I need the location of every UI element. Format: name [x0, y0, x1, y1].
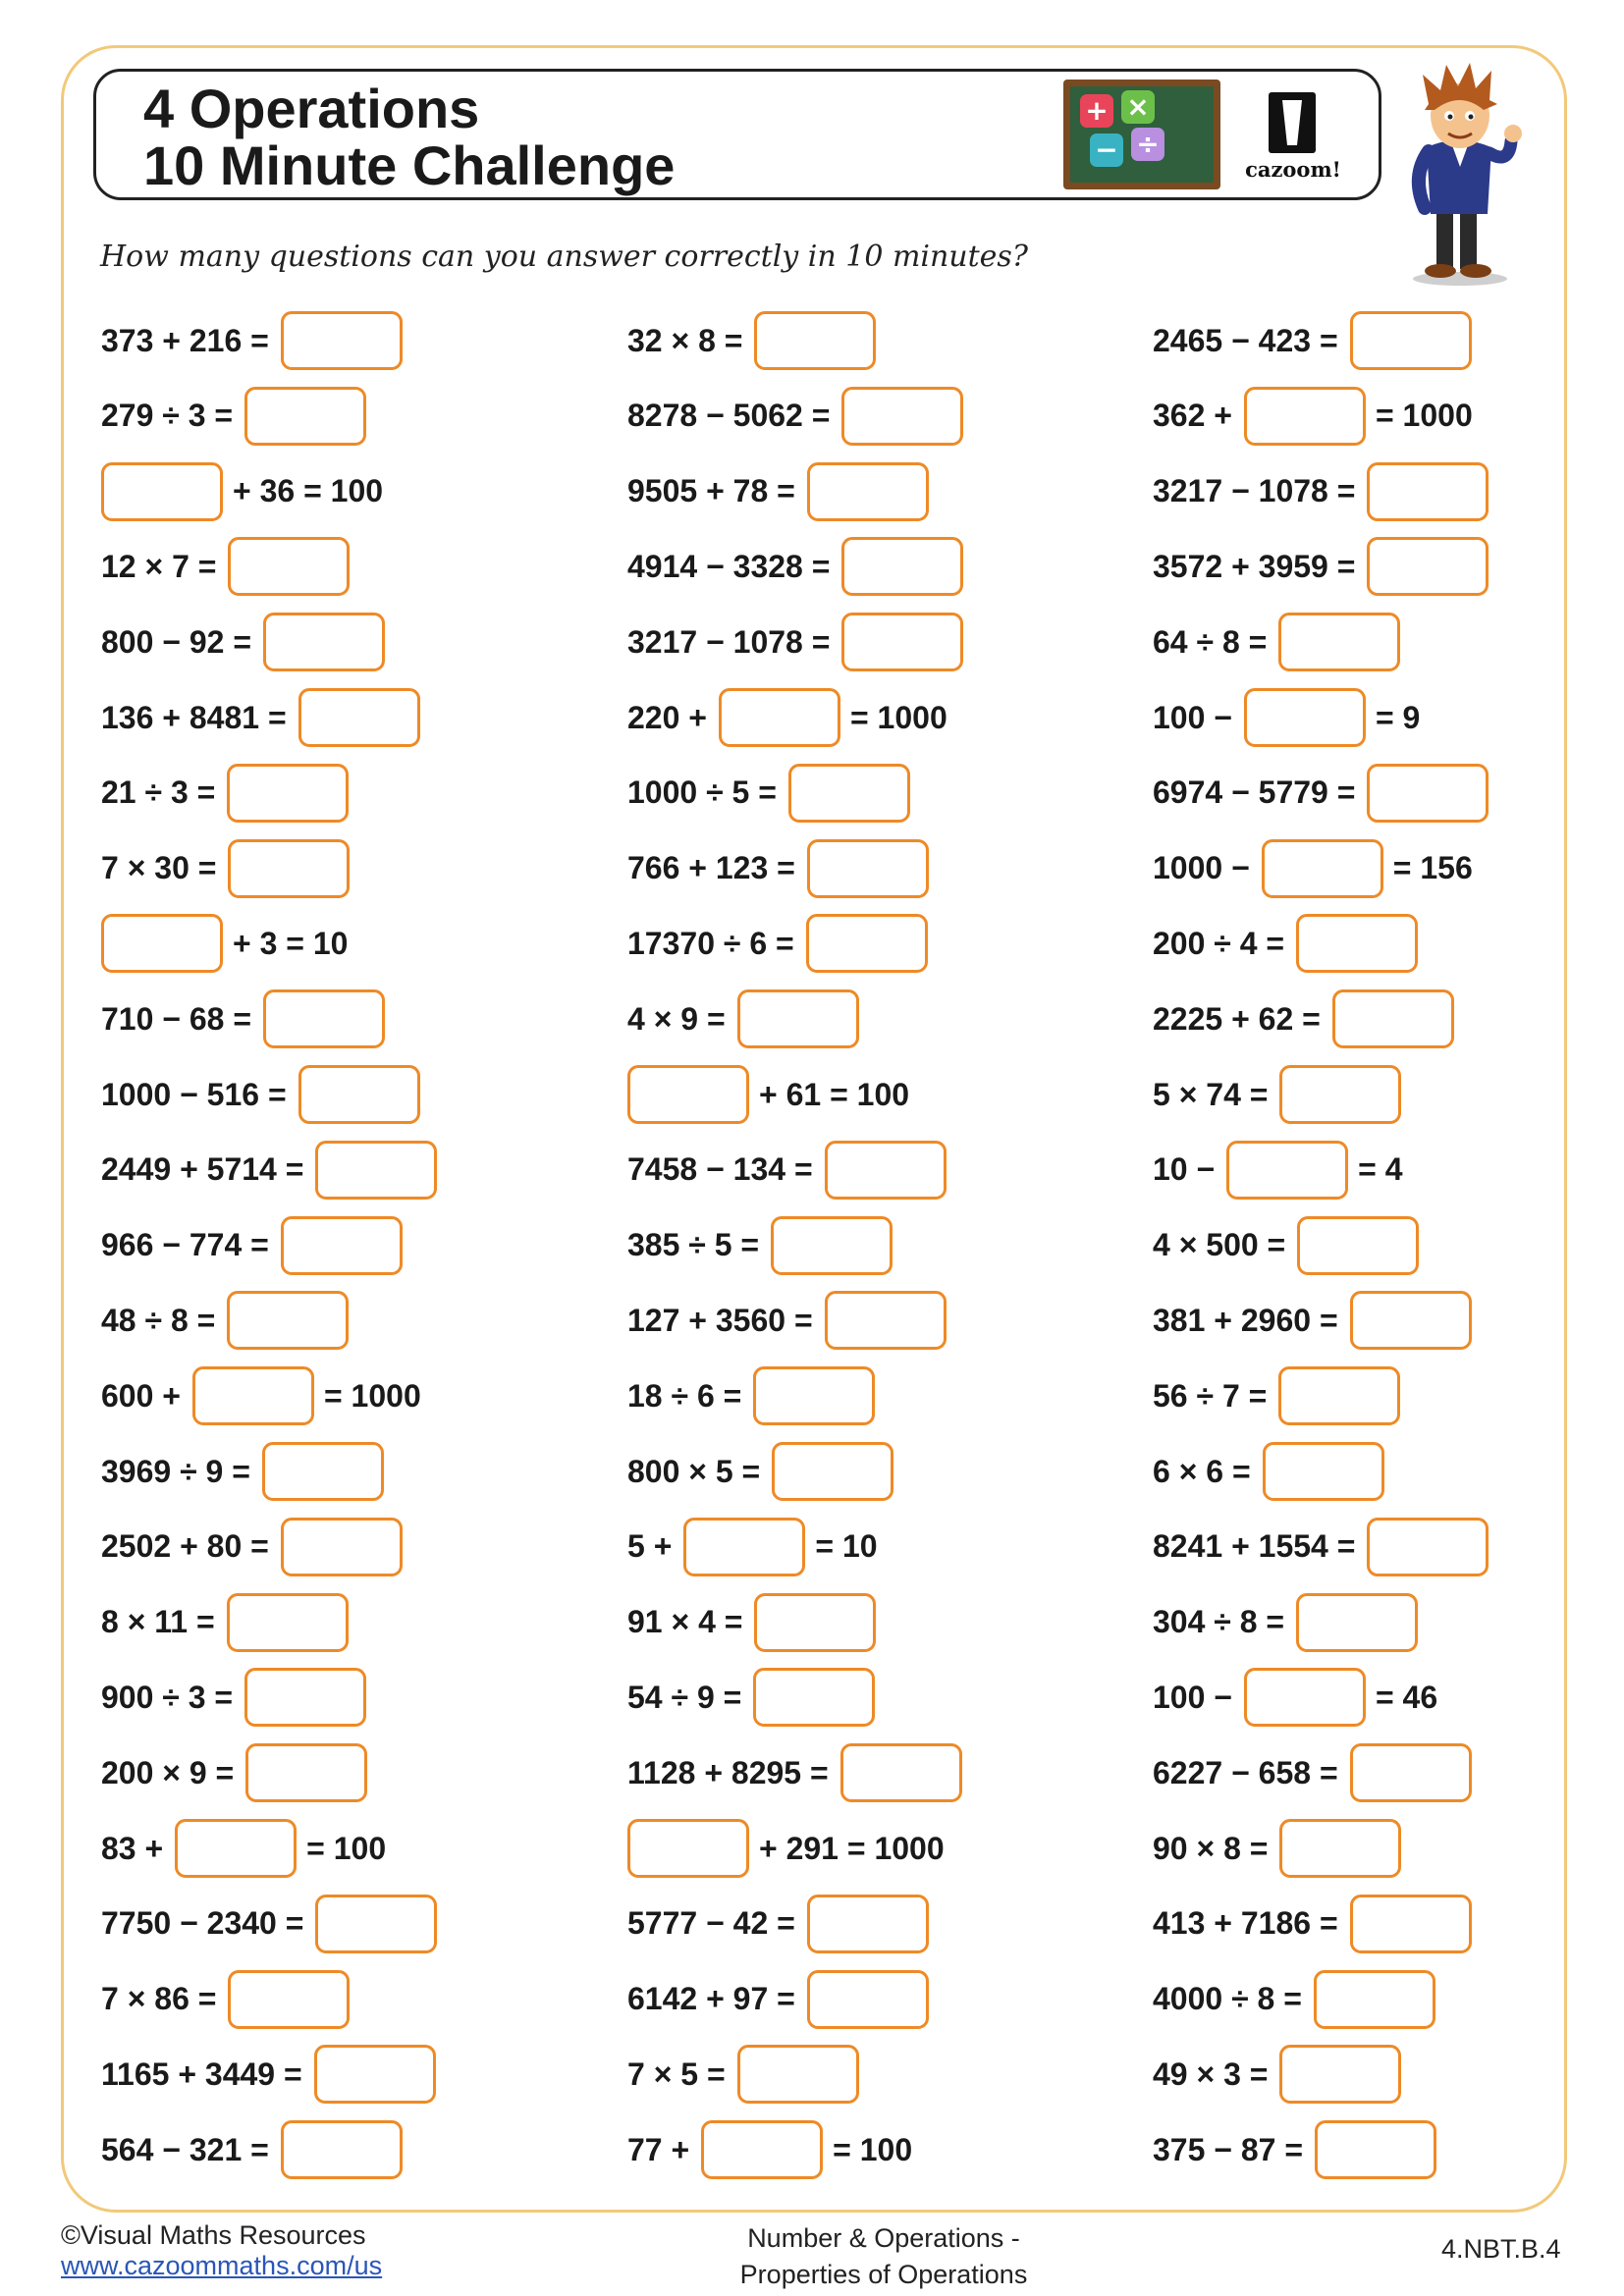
question-row [101, 537, 350, 596]
question-text-before: 17370 ÷ 6 = [627, 925, 794, 961]
question-text-before: 6974 − 5779 = [1153, 774, 1356, 811]
answer-box[interactable] [298, 1065, 420, 1124]
question-row [1153, 1141, 1403, 1200]
question-row [627, 1065, 909, 1124]
answer-box[interactable] [228, 839, 350, 898]
question-text-before: 2449 + 5714 = [101, 1151, 304, 1188]
question-text-before: 4914 − 3328 = [627, 548, 831, 584]
question-text-before: 127 + 3560 = [627, 1302, 813, 1338]
standard-code: 4.NBT.B.4 [1441, 2234, 1561, 2264]
answer-box[interactable] [1279, 1819, 1401, 1878]
question-text-after: + 61 = 100 [759, 1076, 910, 1112]
answer-box[interactable] [1278, 613, 1400, 671]
question-text-before: 91 × 4 = [627, 1604, 743, 1640]
question-text-before: 3217 − 1078 = [627, 623, 831, 660]
answer-box[interactable] [772, 1442, 893, 1501]
logo-text: cazoom! [1245, 157, 1341, 182]
answer-box[interactable] [281, 1216, 403, 1275]
question-text-before: 21 ÷ 3 = [101, 774, 216, 811]
answer-box[interactable] [754, 1593, 876, 1652]
instructions: How many questions can you answer correctly in 10 minutes? [100, 240, 1028, 274]
question-text-before: 9505 + 78 = [627, 473, 795, 509]
answer-box[interactable] [1315, 2120, 1436, 2179]
answer-box[interactable] [1296, 1593, 1418, 1652]
question-row [1153, 311, 1472, 370]
question-row [1153, 613, 1400, 671]
question-text-after: = 100 [833, 2131, 913, 2167]
question-row [1153, 1593, 1418, 1652]
question-text-before: 381 + 2960 = [1153, 1302, 1338, 1338]
footer-topic [638, 2220, 1129, 2293]
answer-box[interactable] [807, 462, 929, 521]
question-text-before: 6 × 6 = [1153, 1453, 1251, 1489]
question-row [1153, 1216, 1419, 1275]
question-text-before: 900 ÷ 3 = [101, 1679, 234, 1715]
question-row [101, 1442, 384, 1501]
question-text-before: 56 ÷ 7 = [1153, 1377, 1268, 1414]
answer-box[interactable] [1367, 1518, 1489, 1576]
question-text-before: 5 + [627, 1528, 673, 1565]
answer-box[interactable] [1279, 1065, 1401, 1124]
question-row [627, 1216, 893, 1275]
footer-left [61, 2220, 382, 2281]
question-row [1153, 688, 1420, 747]
question-text-before: 200 ÷ 4 = [1153, 925, 1285, 961]
minus-icon: − [1090, 133, 1123, 167]
copyright-text: ©Visual Maths Resources [61, 2220, 366, 2250]
answer-box[interactable] [245, 1743, 367, 1802]
question-text-before: 5 × 74 = [1153, 1076, 1269, 1112]
question-text-after: = 1000 [849, 699, 947, 735]
question-text-before: 2225 + 62 = [1153, 1000, 1321, 1037]
times-icon: × [1121, 90, 1155, 124]
question-text-before: 600 + [101, 1377, 181, 1414]
answer-box[interactable] [227, 764, 349, 823]
question-text-after: + 3 = 10 [233, 925, 349, 961]
answer-box[interactable] [1350, 311, 1472, 370]
question-text-after: = 100 [306, 1830, 387, 1866]
question-text-before: 7 × 30 = [101, 850, 217, 886]
answer-box[interactable] [227, 1593, 349, 1652]
answer-box[interactable] [263, 613, 385, 671]
question-row [101, 1065, 420, 1124]
question-row [101, 1141, 437, 1200]
question-row [627, 2045, 859, 2104]
question-row [1153, 989, 1454, 1048]
question-row [1153, 839, 1473, 898]
answer-box[interactable] [315, 1895, 437, 1953]
answer-box[interactable] [192, 1366, 314, 1425]
question-row [1153, 1291, 1472, 1350]
question-row [101, 1518, 403, 1576]
question-text-before: 966 − 774 = [101, 1227, 269, 1263]
question-text-before: 200 × 9 = [101, 1754, 235, 1790]
question-row [101, 462, 383, 521]
answer-box[interactable] [1350, 1743, 1472, 1802]
question-text-before: 7458 − 134 = [627, 1151, 813, 1188]
question-text-before: 413 + 7186 = [1153, 1905, 1338, 1942]
question-text-after: = 1000 [323, 1377, 421, 1414]
question-text-before: 373 + 216 = [101, 322, 269, 358]
question-text-before: 8278 − 5062 = [627, 398, 831, 434]
question-row [101, 1366, 421, 1425]
answer-box[interactable] [754, 311, 876, 370]
answer-box[interactable] [1297, 1216, 1419, 1275]
question-text-before: 64 ÷ 8 = [1153, 623, 1268, 660]
plus-icon: + [1080, 94, 1113, 128]
question-row [101, 387, 366, 446]
question-text-before: 12 × 7 = [101, 548, 217, 584]
question-text-before: 800 − 92 = [101, 623, 252, 660]
question-text-before: 136 + 8481 = [101, 699, 287, 735]
answer-box[interactable] [1367, 764, 1489, 823]
question-text-before: 77 + [627, 2131, 690, 2167]
question-text-before: 49 × 3 = [1153, 2056, 1269, 2092]
question-row [627, 914, 928, 973]
question-text-before: 800 × 5 = [627, 1453, 761, 1489]
divide-icon: ÷ [1131, 128, 1164, 161]
answer-box[interactable] [1244, 688, 1366, 747]
question-row [1153, 914, 1418, 973]
answer-box[interactable] [627, 1819, 749, 1878]
question-row [627, 688, 947, 747]
answer-box[interactable] [244, 387, 366, 446]
answer-box[interactable] [1263, 1442, 1384, 1501]
question-text-before: 2502 + 80 = [101, 1528, 269, 1565]
question-text-after: + 36 = 100 [233, 473, 384, 509]
question-text-before: 4 × 9 = [627, 1000, 726, 1037]
question-text-after: = 156 [1392, 850, 1473, 886]
question-text-after: = 1000 [1375, 398, 1473, 434]
website-link[interactable]: www.cazoommaths.com/us [61, 2251, 383, 2280]
question-row [627, 537, 963, 596]
answer-box[interactable] [825, 1291, 947, 1350]
answer-box[interactable] [1226, 1141, 1348, 1200]
question-row [101, 839, 350, 898]
question-text-before: 3217 − 1078 = [1153, 473, 1356, 509]
topic-line-2: Properties of Operations [739, 2260, 1028, 2289]
answer-box[interactable] [627, 1065, 749, 1124]
mascot-boy-illustration [1389, 61, 1527, 287]
question-row [627, 387, 963, 446]
question-text-before: 83 + [101, 1830, 164, 1866]
cazoom-logo [1239, 86, 1347, 188]
question-text-before: 1165 + 3449 = [101, 2056, 302, 2092]
title-line-1: 4 Operations [143, 78, 480, 139]
question-text-before: 385 ÷ 5 = [627, 1227, 760, 1263]
question-row [627, 1668, 875, 1727]
question-row [101, 1970, 350, 2029]
question-text-before: 18 ÷ 6 = [627, 1377, 742, 1414]
answer-box[interactable] [1244, 1668, 1366, 1727]
answer-box[interactable] [262, 1442, 384, 1501]
question-text-after: = 9 [1375, 699, 1421, 735]
question-row [1153, 1065, 1401, 1124]
question-text-before: 304 ÷ 8 = [1153, 1604, 1285, 1640]
question-row [101, 1895, 437, 1953]
question-row [101, 914, 348, 973]
question-text-before: 54 ÷ 9 = [627, 1679, 742, 1715]
answer-box[interactable] [298, 688, 420, 747]
question-text-before: 1000 − [1153, 850, 1250, 886]
question-row [627, 613, 963, 671]
question-row [1153, 1442, 1384, 1501]
question-row [627, 1819, 945, 1878]
question-text-before: 32 × 8 = [627, 322, 743, 358]
question-row [627, 311, 876, 370]
question-row [627, 1141, 947, 1200]
question-text-before: 8 × 11 = [101, 1604, 215, 1640]
answer-box[interactable] [1367, 462, 1489, 521]
question-text-after: + 291 = 1000 [759, 1830, 945, 1866]
answer-box[interactable] [1278, 1366, 1400, 1425]
answer-box[interactable] [771, 1216, 893, 1275]
question-text-before: 6142 + 97 = [627, 1981, 795, 2017]
question-text-before: 10 − [1153, 1151, 1216, 1188]
answer-box[interactable] [807, 839, 929, 898]
question-text-before: 3572 + 3959 = [1153, 548, 1356, 584]
question-row [627, 1895, 929, 1953]
answer-box[interactable] [1350, 1895, 1472, 1953]
answer-box[interactable] [227, 1291, 349, 1350]
title-line-2: 10 Minute Challenge [143, 134, 676, 196]
question-row [101, 2045, 436, 2104]
logo-glass-icon [1269, 92, 1316, 153]
answer-box[interactable] [1262, 839, 1383, 898]
answer-box[interactable] [753, 1668, 875, 1727]
question-row [627, 1970, 929, 2029]
answer-box[interactable] [841, 613, 963, 671]
answer-box[interactable] [101, 462, 223, 521]
answer-box[interactable] [825, 1141, 947, 1200]
question-row [1153, 462, 1489, 521]
question-row [1153, 2045, 1401, 2104]
question-row [1153, 537, 1489, 596]
question-row [101, 1216, 403, 1275]
answer-box[interactable] [1367, 537, 1489, 596]
question-text-before: 90 × 8 = [1153, 1830, 1269, 1866]
question-text-before: 100 − [1153, 1679, 1232, 1715]
answer-box[interactable] [807, 1895, 929, 1953]
question-text-before: 710 − 68 = [101, 1000, 252, 1037]
answer-box[interactable] [1350, 1291, 1472, 1350]
question-row [101, 989, 385, 1048]
question-row [101, 1593, 349, 1652]
answer-box[interactable] [228, 537, 350, 596]
question-row [1153, 1895, 1472, 1953]
question-text-after: = 46 [1375, 1679, 1438, 1715]
question-text-before: 7 × 5 = [627, 2056, 726, 2092]
question-row [1153, 1743, 1472, 1802]
answer-box[interactable] [1332, 989, 1454, 1048]
question-text-after: = 4 [1358, 1151, 1403, 1188]
blackboard-icon [1063, 80, 1220, 189]
question-text-before: 2465 − 423 = [1153, 322, 1338, 358]
question-row [627, 1743, 962, 1802]
question-row [101, 1819, 386, 1878]
page-frame [61, 45, 1567, 2213]
question-text-before: 48 ÷ 8 = [101, 1302, 216, 1338]
question-text-before: 766 + 123 = [627, 850, 795, 886]
question-row [101, 1668, 366, 1727]
answer-box[interactable] [175, 1819, 297, 1878]
answer-box[interactable] [701, 2120, 823, 2179]
question-text-before: 7 × 86 = [101, 1981, 217, 2017]
question-row [627, 839, 929, 898]
question-row [1153, 1366, 1400, 1425]
question-text-before: 4000 ÷ 8 = [1153, 1981, 1302, 2017]
blackboard-surface [1070, 86, 1214, 183]
answer-box[interactable] [683, 1518, 805, 1576]
question-text-before: 1000 ÷ 5 = [627, 774, 777, 811]
answer-box[interactable] [1279, 2045, 1401, 2104]
answer-box[interactable] [719, 688, 840, 747]
question-row [101, 764, 349, 823]
answer-box[interactable] [281, 2120, 403, 2179]
answer-box[interactable] [1244, 387, 1366, 446]
answer-box[interactable] [228, 1970, 350, 2029]
question-row [101, 2120, 403, 2179]
question-text-before: 8241 + 1554 = [1153, 1528, 1356, 1565]
question-text-before: 100 − [1153, 699, 1232, 735]
question-row [1153, 1668, 1437, 1727]
question-text-before: 564 − 321 = [101, 2131, 269, 2167]
answer-box[interactable] [737, 989, 859, 1048]
question-row [1153, 1819, 1401, 1878]
question-text-before: 375 − 87 = [1153, 2131, 1304, 2167]
question-text-before: 1128 + 8295 = [627, 1754, 829, 1790]
question-row [627, 1518, 878, 1576]
answer-box[interactable] [1296, 914, 1418, 973]
question-row [1153, 387, 1473, 446]
answer-box[interactable] [281, 1518, 403, 1576]
topic-line-1: Number & Operations - [747, 2223, 1020, 2253]
answer-box[interactable] [1314, 1970, 1435, 2029]
question-text-before: 4 × 500 = [1153, 1227, 1286, 1263]
answer-box[interactable] [788, 764, 910, 823]
question-row [627, 989, 859, 1048]
question-row [627, 462, 929, 521]
question-row [101, 1743, 367, 1802]
question-text-before: 362 + [1153, 398, 1232, 434]
question-row [627, 1442, 893, 1501]
answer-box[interactable] [315, 1141, 437, 1200]
question-row [1153, 1518, 1489, 1576]
question-text-before: 279 ÷ 3 = [101, 398, 234, 434]
question-text-before: 1000 − 516 = [101, 1076, 287, 1112]
question-row [627, 2120, 912, 2179]
question-row [627, 764, 910, 823]
answer-box[interactable] [281, 311, 403, 370]
answer-box[interactable] [737, 2045, 859, 2104]
question-row [627, 1291, 947, 1350]
question-text-before: 7750 − 2340 = [101, 1905, 304, 1942]
answer-box[interactable] [314, 2045, 436, 2104]
question-text-after: = 10 [815, 1528, 878, 1565]
answer-box[interactable] [841, 537, 963, 596]
answer-box[interactable] [807, 1970, 929, 2029]
question-row [101, 613, 385, 671]
answer-box[interactable] [101, 914, 223, 973]
question-row [101, 1291, 349, 1350]
question-text-before: 3969 ÷ 9 = [101, 1453, 250, 1489]
question-row [627, 1366, 875, 1425]
question-text-before: 5777 − 42 = [627, 1905, 795, 1942]
question-row [1153, 764, 1489, 823]
question-text-before: 220 + [627, 699, 707, 735]
question-row [101, 688, 420, 747]
answer-box[interactable] [753, 1366, 875, 1425]
answer-box[interactable] [263, 989, 385, 1048]
answer-box[interactable] [806, 914, 928, 973]
question-row [627, 1593, 876, 1652]
question-row [101, 311, 403, 370]
question-row [1153, 1970, 1435, 2029]
question-text-before: 6227 − 658 = [1153, 1754, 1338, 1790]
question-row [1153, 2120, 1436, 2179]
answer-box[interactable] [244, 1668, 366, 1727]
answer-box[interactable] [841, 387, 963, 446]
answer-box[interactable] [840, 1743, 962, 1802]
